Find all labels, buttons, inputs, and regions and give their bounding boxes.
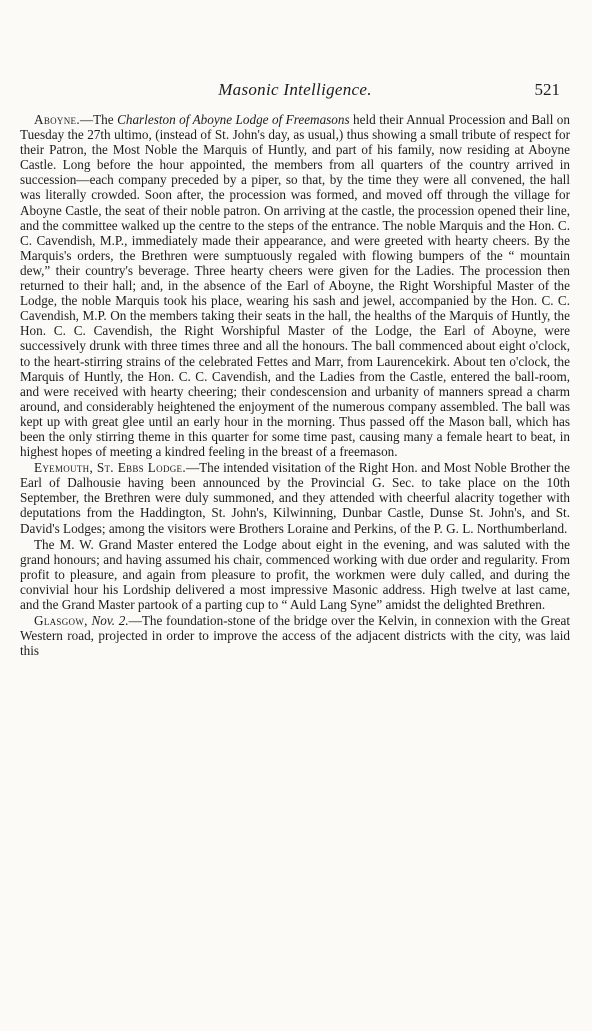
paragraph-lead: Glasgow,	[34, 613, 88, 629]
paragraph-lead-separator: —The	[79, 112, 118, 127]
page-header	[20, 80, 570, 106]
paragraph-eyemouth	[20, 460, 570, 535]
paragraph-text: held their Annual Procession and Ball on Tuesday the 27th ultimo, (instead of St. John's day, as usual,) thus showing a small tribute of respect for their Patron, the Most Noble the Marquis of Huntly, and part of his family, now residing at Aboyne Castle. Long before the hour appointed, the members from all quarters of the country arrived in succession—each company preceded by a piper, so that, by the time they were all convened, the hall was literally crowded. Soon after, the procession was formed, and moved off through the village for Aboyne Castle, the seat of their noble patron. On arriving at the castle, the procession opened their line, and the committee walked up the centre to the steps of the entrance. The noble Marquis and the Hon. C. C. Cavendish, M.P., immediately made their appearance, and were greeted with hearty cheers. By the Marquis's orders, the Brethren were sumptuously regaled with flowing bumpers of the “ mountain dew,” their country's beverage. Three hearty cheers were given for the Ladies. The procession then returned to their hall; and, in the absence of the Earl of Aboyne, the Right Worshipful Master of the Lodge, the noble Marquis took his place, wearing his sash and jewel, accompanied by the Hon. C. C. Cavendish, M.P. On the members taking their seats in the hall, the healths of the Marquis of Huntly, the Hon. C. C. Cavendish, the Right Worshipful Master of the Lodge, the Earl of Aboyne, were successively drunk with three times three and all the honours. The ball commenced about eight o'clock, to the heart-stirring strains of the celebrated Fettes and Marr, from Laurencekirk. About ten o'clock, the Marquis of Huntly, the Hon. C. C. Cavendish, and the Ladies from the Castle, entered the ball-room, and were received with hearty cheering; their condescension and urbanity of manners spread a charm around, and considerably heightened the enjoyment of the numerous company assembled. The ball was kept up with great glee until an early hour in the morning. Thus passed off the Mason ball, which has been the only stirring theme in this quarter for some time past, causing many a female heart to beat, in highest hopes of meeting a kindred feeling in the breast of a freemason.	[20, 112, 570, 460]
running-title: Masonic Intelligence.	[218, 80, 372, 99]
article-body	[20, 112, 570, 659]
paragraph-text: The M. W. Grand Master entered the Lodge about eight in the evening, and was saluted with the grand honours; and having assumed his chair, commenced working with due order and regularity. From profit to pleasure, and again from pleasure to profit, the workmen were duly called, and during the convivial hour his Lordship delivered a most impressive Masonic address. High twelve at last came, and the Grand Master partook of a parting cup to “ Auld Lang Syne” amidst the delighted Brethren.	[20, 536, 570, 612]
paragraph-glasgow	[20, 613, 570, 658]
paragraph-italic-phrase: Nov. 2.	[91, 613, 129, 629]
paragraph-grand-master	[20, 537, 570, 612]
paragraph-lead: Eyemouth, St. Ebbs Lodge.	[34, 460, 186, 476]
paragraph-aboyne	[20, 112, 570, 459]
page-number: 521	[534, 80, 560, 99]
paragraph-italic-phrase: Charleston of Aboyne Lodge of Freemasons	[117, 112, 350, 127]
paragraph-text: —The intended visitation of the Right Hon. and Most Noble Brother the Earl of Dalhousie having been announced by the Provincial G. Sec. to take place on the 10th September, the Brethren were duly summoned, and they attended with cheerful alacrity together with deputations from the Haddington, St. John's, Kilwinning, Dunbar Castle, Dunse St. John's, and St. David's Lodges; among the visitors were Brothers Loraine and Perkins, of the P. G. L. Northumberland.	[20, 460, 570, 536]
paragraph-text: —The foundation-stone of the bridge over the Kelvin, in connexion with the Great Western road, projected in order to improve the access of the adjacent districts with the city, was laid this	[20, 613, 571, 659]
paragraph-lead: Aboyne.	[34, 112, 80, 127]
